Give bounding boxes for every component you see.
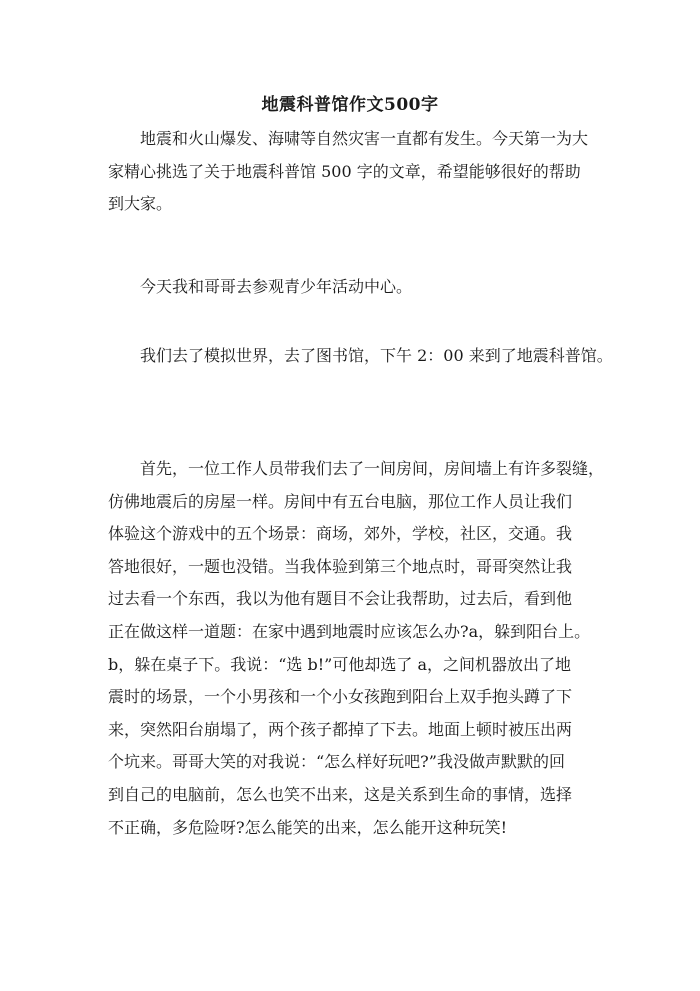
text-line: 到自己的电脑前，怎么也笑不出来，这是关系到生命的事情，选择 [108,784,573,804]
text-line: 地震和火山爆发、海啸等自然灾害一直都有发生。今天第一为大 [108,129,589,148]
text-line: b，躲在桌子下。我说：“选 b!”可他却选了 a，之间机器放出了地 [108,654,571,674]
text-line: 首先，一位工作人员带我们去了一间房间，房间墙上有许多裂缝， [108,459,605,478]
text-line: 体验这个游戏中的五个场景：商场，郊外，学校，社区，交通。我 [108,524,573,544]
paragraph-visit [108,271,608,304]
text-line: 到大家。 [108,194,173,214]
paragraph-intro [108,123,608,221]
text-line: 答地很好，一题也没错。当我体验到第三个地点时，哥哥突然让我 [108,556,573,576]
text-line: 个坑来。哥哥大笑的对我说：“怎么样好玩吧?”我没做声默默的回 [108,752,565,772]
text-line: 家精心挑选了关于地震科普馆 500 字的文章，希望能够很好的帮助 [108,161,581,181]
text-line: 仿佛地震后的房屋一样。房间中有五台电脑，那位工作人员让我们 [108,491,573,511]
text-line: 不正确，多危险呀?怎么能笑的出来，怎么能开这种玩笑! [108,817,508,837]
text-line: 正在做这样一道题：在家中遇到地震时应该怎么办?a，躲到阳台上。 [108,621,591,641]
paragraph-schedule [108,340,613,373]
document-title: 地震科普馆作文500字 [261,95,439,115]
text-line: 过去看一个东西，我以为他有题目不会让我帮助，过去后，看到他 [108,589,573,609]
text-line: 来，突然阳台崩塌了，两个孩子都掉了下去。地面上顿时被压出两 [108,719,573,739]
text-line: 震时的场景，一个小男孩和一个小女孩跑到阳台上双手抱头蹲了下 [108,687,573,707]
paragraph-experience [108,453,608,844]
text-line: 我们去了模拟世界，去了图书馆，下午 2：00 来到了地震科普馆。 [108,346,613,365]
text-line: 今天我和哥哥去参观青少年活动中心。 [108,277,413,296]
